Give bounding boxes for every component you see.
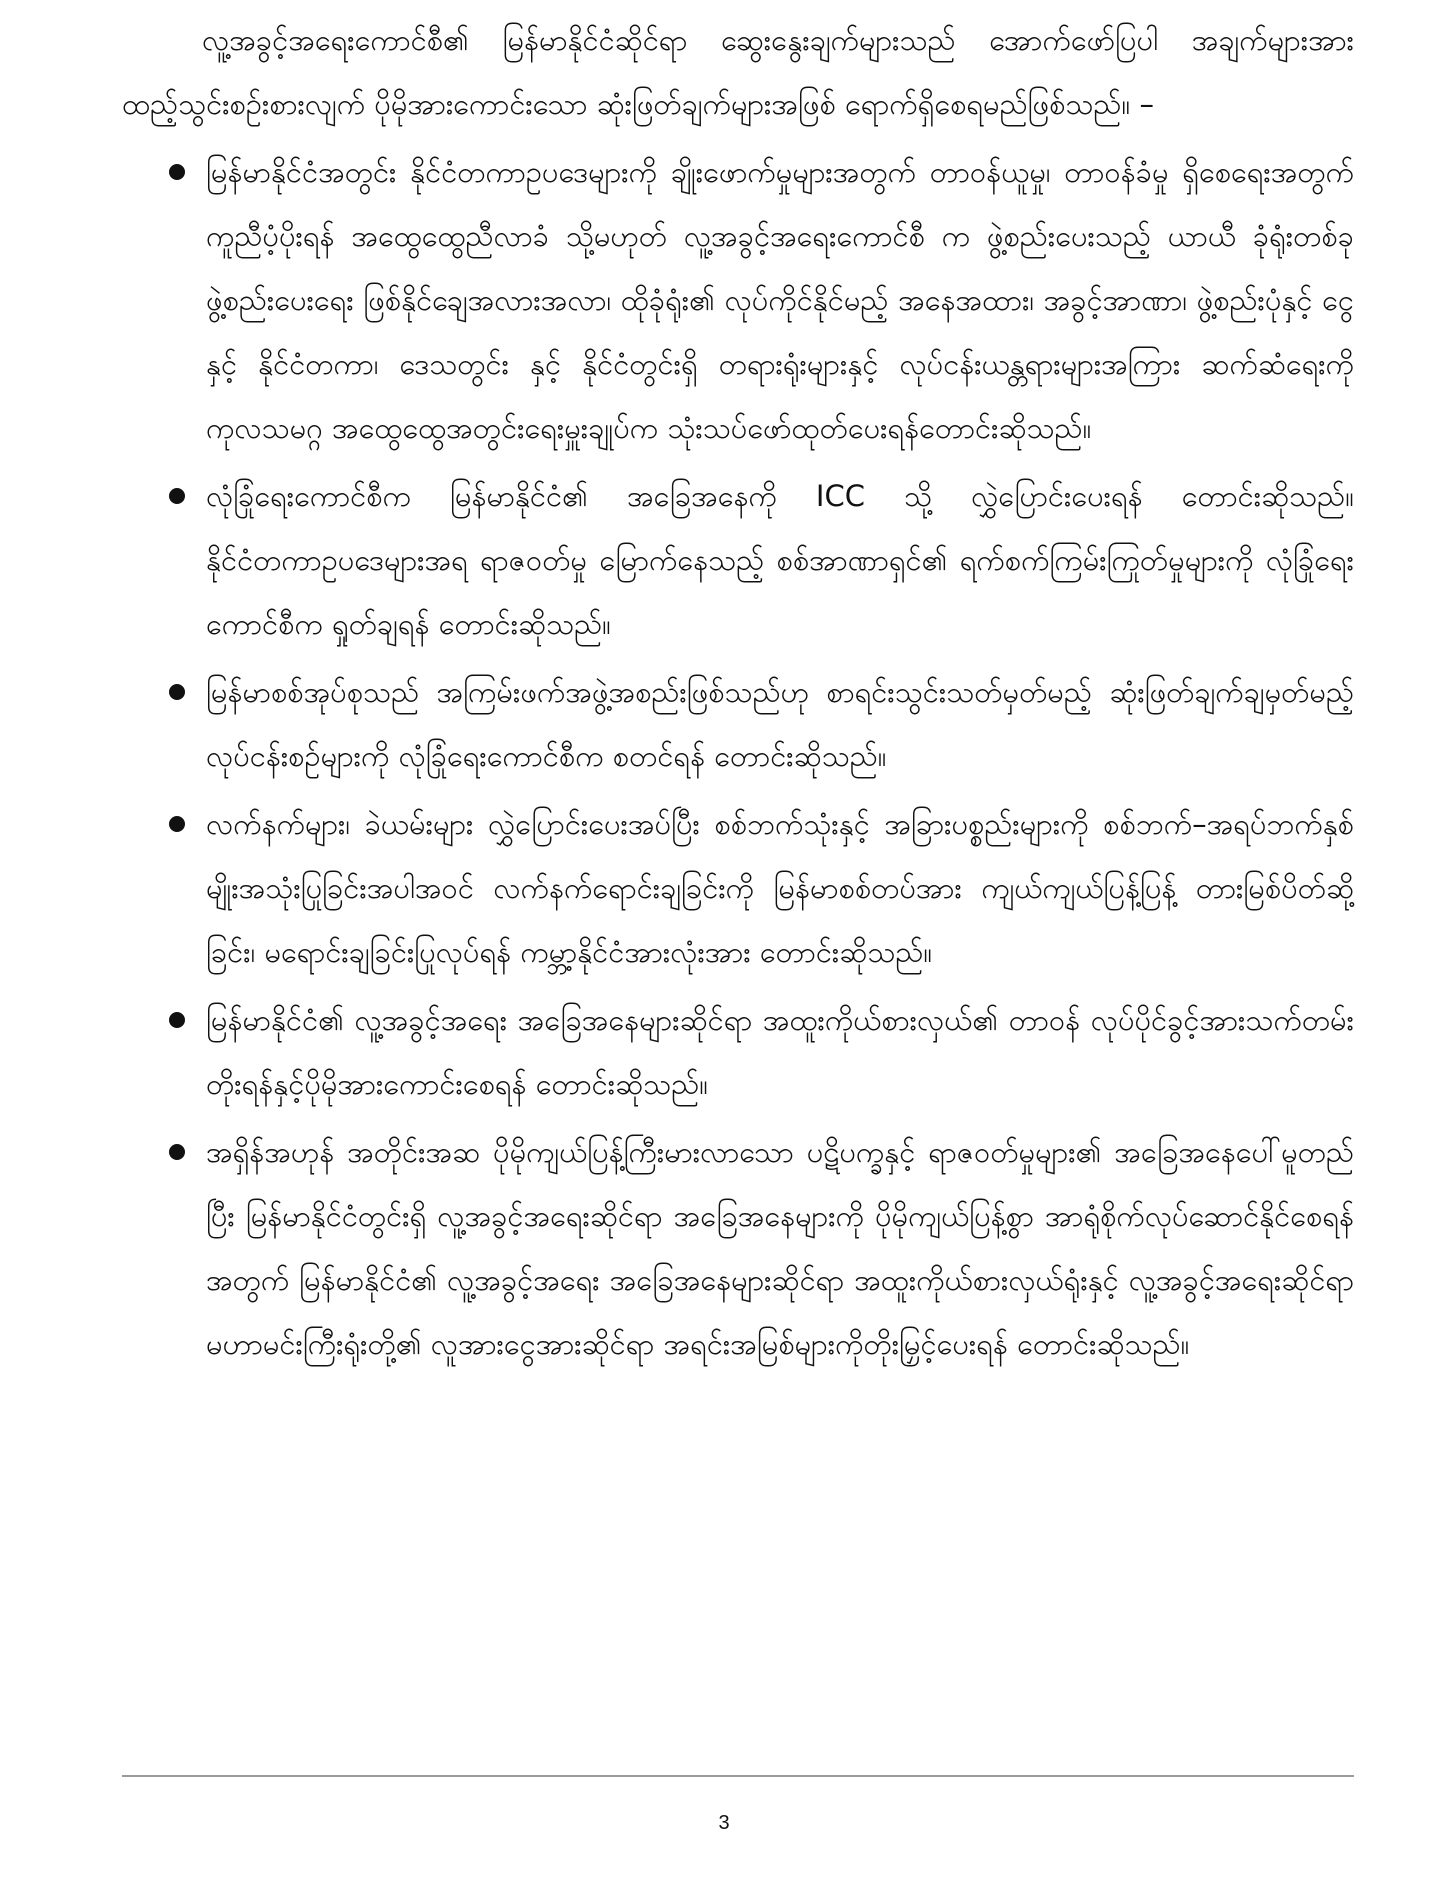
bullet-icon bbox=[169, 164, 185, 180]
bullet-text: မြန်မာနိုင်ငံ၏ လူ့အခွင့်အရေး အခြေအနေများဆိုင်ရာ အထူးကိုယ်စားလှယ်၏ တာဝန် လုပ်ပိုင်ခွင့်အားသက်တမ်းတိုးရန်နှင့်ပိုမိုအားကောင်းစေရန် တောင်းဆိုသည်။ bbox=[206, 1003, 1354, 1101]
page-number: 3 bbox=[718, 1812, 730, 1834]
bullet-text: မြန်မာစစ်အုပ်စုသည် အကြမ်းဖက်အဖွဲ့အစည်းဖြစ်သည်ဟု စာရင်းသွင်းသတ်မှတ်မည့် ဆုံးဖြတ်ချက်ချမှတ်မည့် လုပ်ငန်းစဉ်များကို လုံခြုံရေးကောင်စီက စတင်ရန် တောင်းဆိုသည်။ bbox=[206, 675, 1354, 773]
bullet-icon bbox=[169, 684, 185, 700]
bullet-icon bbox=[169, 1144, 185, 1160]
bullet-item bbox=[122, 988, 1354, 1116]
bullet-list bbox=[122, 140, 1354, 1376]
bullet-text: လုံခြုံရေးကောင်စီက မြန်မာနိုင်ငံ၏ အခြေအနေကို ICC သို့ လွှဲပြောင်းပေးရန် တောင်းဆိုသည်။ နိုင်ငံတကာဥပဒေများအရ ရာဇဝတ်မှု မြောက်နေသည့် စစ်အာဏာရှင်၏ ရက်စက်ကြမ်းကြုတ်မှုများကို လုံခြုံရေးကောင်စီက ရှုတ်ချရန် တောင်းဆိုသည်။ bbox=[206, 479, 1354, 641]
bullet-icon bbox=[169, 816, 185, 832]
bullet-item bbox=[122, 140, 1354, 460]
bullet-item bbox=[122, 464, 1354, 656]
footer-divider bbox=[122, 1775, 1354, 1777]
bullet-item bbox=[122, 1120, 1354, 1376]
intro-paragraph: လူ့အခွင့်အရေးကောင်စီ၏ မြန်မာနိုင်ငံဆိုင်ရာ ဆွေးနွေးချက်များသည် အောက်ဖော်ပြပါ အချက်များအား ထည့်သွင်းစဉ်းစားလျက် ပိုမိုအားကောင်းသော ဆုံးဖြတ်ချက်များအဖြစ် ရောက်ရှိစေရမည်ဖြစ်သည်။ – bbox=[122, 23, 1354, 121]
document-body bbox=[122, 8, 1354, 1380]
bullet-icon bbox=[169, 488, 185, 504]
bullet-text: မြန်မာနိုင်ငံအတွင်း နိုင်ငံတကာဥပဒေများကို ချိုးဖောက်မှုများအတွက် တာဝန်ယူမှု၊ တာဝန်ခံမှု ရှိစေရေးအတွက် ကူညီပံ့ပိုးရန် အထွေထွေညီလာခံ သို့မဟုတ် လူ့အခွင့်အရေးကောင်စီ က ဖွဲ့စည်းပေးသည့် ယာယီ ခုံရုံးတစ်ခု ဖွဲ့စည်းပေးရေး ဖြစ်နိုင်ချေအလားအလာ၊ ထိုခုံရုံး၏ လုပ်ကိုင်နိုင်မည့် အနေအထား၊ အခွင့်အာဏာ၊ ဖွဲ့စည်းပုံနှင့် ငွေနှင့် နိုင်ငံတကာ၊ ဒေသတွင်း နှင့် နိုင်ငံတွင်းရှိ တရားရုံးများနှင့် လုပ်ငန်းယန္တရားများအကြား ဆက်ဆံရေးကို ကုလသမဂ္ဂ အထွေထွေအတွင်းရေးမှူးချုပ်က သုံးသပ်ဖော်ထုတ်ပေးရန်တောင်းဆိုသည်။ bbox=[206, 155, 1354, 445]
bullet-icon bbox=[169, 1012, 185, 1028]
bullet-item bbox=[122, 660, 1354, 788]
bullet-text: အရှိန်အဟုန် အတိုင်းအဆ ပိုမိုကျယ်ပြန့်ကြီးမားလာသော ပဋိပက္ခနှင့် ရာဇဝတ်မှုများ၏ အခြေအနေပေါ်မူတည်ပြီး မြန်မာနိုင်ငံတွင်းရှိ လူ့အခွင့်အရေးဆိုင်ရာ အခြေအနေများကို ပိုမိုကျယ်ပြန့်စွာ အာရုံစိုက်လုပ်ဆောင်နိုင်စေရန်အတွက် မြန်မာနိုင်ငံ၏ လူ့အခွင့်အရေး အခြေအနေများဆိုင်ရာ အထူးကိုယ်စားလှယ်ရုံးနှင့် လူ့အခွင့်အရေးဆိုင်ရာ မဟာမင်းကြီးရုံးတို့၏ လူအားငွေအားဆိုင်ရာ အရင်းအမြစ်များကိုတိုးမြှင့်ပေးရန် တောင်းဆိုသည်။ bbox=[206, 1135, 1354, 1361]
bullet-item bbox=[122, 792, 1354, 984]
bullet-text: လက်နက်များ၊ ခဲယမ်းများ လွှဲပြောင်းပေးအပ်ပြီး စစ်ဘက်သုံးနှင့် အခြားပစ္စည်းများကို စစ်ဘက်–အရပ်ဘက်နှစ်မျိုးအသုံးပြုခြင်းအပါအဝင် လက်နက်ရောင်းချခြင်းကို မြန်မာစစ်တပ်အား ကျယ်ကျယ်ပြန့်ပြန့် တားမြစ်ပိတ်ဆို့ခြင်း၊ မရောင်းချခြင်းပြုလုပ်ရန် ကမ္ဘာ့နိုင်ငံအားလုံးအား တောင်းဆိုသည်။ bbox=[206, 807, 1354, 969]
